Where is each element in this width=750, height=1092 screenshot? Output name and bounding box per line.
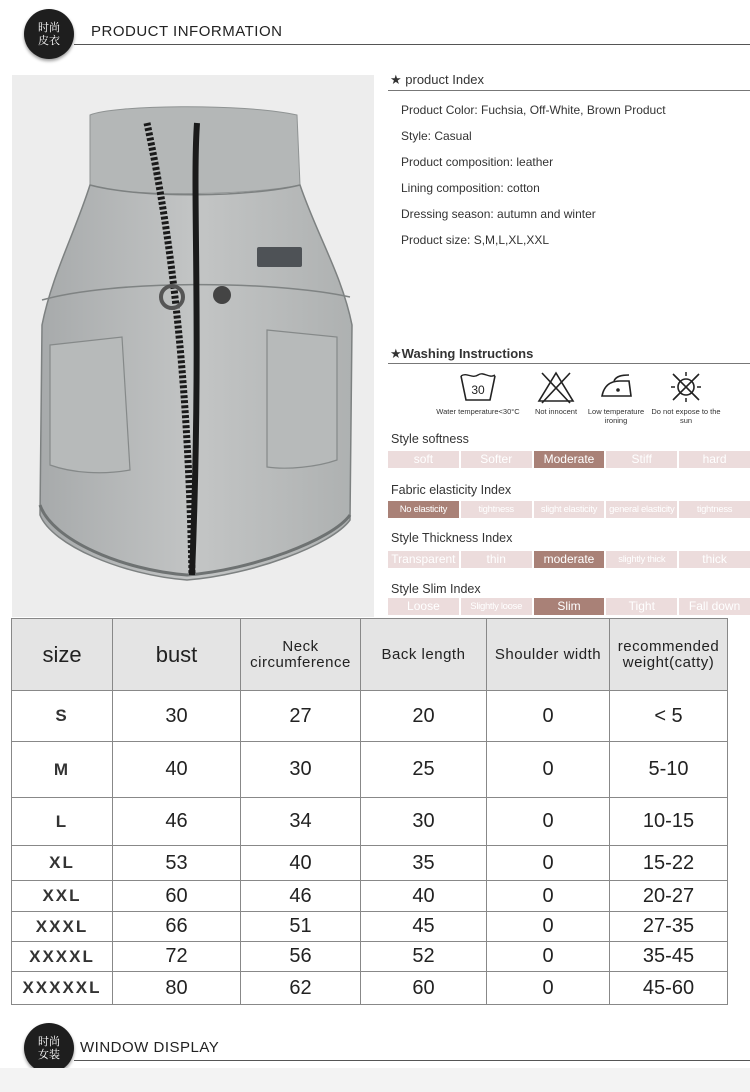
slim-option: Fall down [679, 598, 750, 615]
brand-badge-text: 时尚皮衣 [38, 21, 60, 47]
table-row [12, 846, 728, 881]
cell-size: XXXXXL [12, 972, 113, 1005]
cell-shoulder: 0 [487, 798, 610, 846]
cell-shoulder: 0 [487, 691, 610, 742]
cell-weight: 27-35 [610, 912, 728, 942]
cell-weight: 35-45 [610, 942, 728, 972]
cell-size: XXXXL [12, 942, 113, 972]
brand-badge-text: 时尚女装 [38, 1035, 60, 1061]
elasticity-option-selected: No elasticity [388, 501, 459, 518]
low-iron-caption: Low temperature ironing [587, 407, 645, 425]
cell-neck: 46 [241, 881, 361, 912]
cell-back: 60 [361, 972, 487, 1005]
cell-size: XXXL [12, 912, 113, 942]
table-row [12, 972, 728, 1005]
cell-bust: 53 [113, 846, 241, 881]
cell-weight: 20-27 [610, 881, 728, 912]
washing-icons [428, 370, 728, 432]
cell-neck: 27 [241, 691, 361, 742]
softness-option: Softer [461, 451, 532, 468]
no-bleach-icon [536, 370, 576, 404]
cell-weight: 15-22 [610, 846, 728, 881]
product-information-header [0, 4, 750, 64]
thickness-option: Transparent [388, 551, 459, 568]
wash-temperature-number: 30 [471, 383, 485, 397]
cell-neck: 51 [241, 912, 361, 942]
table-header-row [12, 619, 728, 691]
softness-option: Stiff [606, 451, 677, 468]
fabric-elasticity-scale [388, 501, 750, 518]
header-back-length: Back length [361, 619, 487, 691]
slim-option: Tight [606, 598, 677, 615]
section-title: PRODUCT INFORMATION [91, 23, 283, 40]
fabric-elasticity-title: Fabric elasticity Index [391, 483, 512, 497]
washing-instructions-heading: ★Washing Instructions [390, 346, 534, 361]
cell-size: XXL [12, 881, 113, 912]
cell-weight: 10-15 [610, 798, 728, 846]
table-row [12, 691, 728, 742]
wash-30-icon [458, 370, 498, 404]
header-divider [74, 1060, 750, 1061]
cell-bust: 46 [113, 798, 241, 846]
header-divider [74, 44, 750, 45]
no-sun-icon [666, 370, 706, 404]
style-slim-scale [388, 598, 750, 615]
cell-shoulder: 0 [487, 942, 610, 972]
cell-neck: 56 [241, 942, 361, 972]
size-chart-table [11, 618, 728, 1005]
cell-weight: 5-10 [610, 742, 728, 798]
elasticity-option: slight elasticity [534, 501, 605, 518]
washing-divider [388, 363, 750, 364]
cell-back: 40 [361, 881, 487, 912]
style-thickness-title: Style Thickness Index [391, 531, 513, 545]
cell-back: 25 [361, 742, 487, 798]
product-style: Style: Casual [401, 129, 472, 143]
no-bleach-item [528, 370, 584, 416]
brand-badge [24, 9, 74, 59]
header-bust: bust [113, 619, 241, 691]
cell-bust: 80 [113, 972, 241, 1005]
cell-back: 20 [361, 691, 487, 742]
cell-bust: 30 [113, 691, 241, 742]
bottom-band [0, 1068, 750, 1092]
table-row [12, 798, 728, 846]
style-slim-title: Style Slim Index [391, 582, 481, 596]
cell-shoulder: 0 [487, 972, 610, 1005]
cell-bust: 66 [113, 912, 241, 942]
low-iron-item [583, 370, 649, 425]
cell-bust: 72 [113, 942, 241, 972]
table-row [12, 881, 728, 912]
slim-option: Slightly loose [461, 598, 532, 615]
table-row [12, 942, 728, 972]
low-iron-icon [596, 370, 636, 404]
header-weight: recommended weight(catty) [610, 619, 728, 691]
elasticity-option: tightness [461, 501, 532, 518]
style-softness-title: Style softness [391, 432, 469, 446]
slim-option: Loose [388, 598, 459, 615]
pet-jacket-illustration [12, 75, 374, 617]
brand-badge [24, 1023, 74, 1073]
header-neck: Neck circumference [241, 619, 361, 691]
product-composition: Product composition: leather [401, 155, 554, 169]
cell-size: S [12, 691, 113, 742]
cell-size: M [12, 742, 113, 798]
cell-weight: < 5 [610, 691, 728, 742]
cell-shoulder: 0 [487, 881, 610, 912]
cell-back: 45 [361, 912, 487, 942]
cell-shoulder: 0 [487, 912, 610, 942]
cell-neck: 30 [241, 742, 361, 798]
no-sun-caption: Do not expose to the sun [651, 407, 721, 425]
header-shoulder: Shoulder width [487, 619, 610, 691]
product-index-heading: ★ product Index [390, 72, 485, 87]
cell-shoulder: 0 [487, 846, 610, 881]
no-sun-item [650, 370, 722, 425]
style-softness-scale [388, 451, 750, 468]
product-color: Product Color: Fuchsia, Off-White, Brown Product [401, 103, 666, 117]
header-size: size [12, 619, 113, 691]
cell-neck: 40 [241, 846, 361, 881]
slim-option-selected: Slim [534, 598, 605, 615]
thickness-option-selected: moderate [534, 551, 605, 568]
table-row [12, 742, 728, 798]
product-photo [12, 75, 374, 617]
wash-30-caption: Water temperature<30°C [436, 407, 520, 416]
lining-composition: Lining composition: cotton [401, 181, 540, 195]
cell-neck: 34 [241, 798, 361, 846]
product-size: Product size: S,M,L,XL,XXL [401, 233, 550, 247]
cell-back: 30 [361, 798, 487, 846]
product-index-divider [388, 90, 750, 91]
cell-size: L [12, 798, 113, 846]
style-thickness-scale [388, 551, 750, 568]
dressing-season: Dressing season: autumn and winter [401, 207, 596, 221]
thickness-option: thin [461, 551, 532, 568]
elasticity-option: general elasticity [606, 501, 677, 518]
softness-option: soft [388, 451, 459, 468]
cell-shoulder: 0 [487, 742, 610, 798]
cell-back: 52 [361, 942, 487, 972]
thickness-option: thick [679, 551, 750, 568]
product-index-list [401, 103, 746, 259]
cell-back: 35 [361, 846, 487, 881]
cell-bust: 40 [113, 742, 241, 798]
no-bleach-caption: Not innocent [534, 407, 578, 416]
table-row [12, 912, 728, 942]
thickness-option: slightly thick [606, 551, 677, 568]
cell-weight: 45-60 [610, 972, 728, 1005]
softness-option: hard [679, 451, 750, 468]
wash-30-item [428, 370, 528, 416]
cell-neck: 62 [241, 972, 361, 1005]
softness-option-selected: Moderate [534, 451, 605, 468]
cell-size: XL [12, 846, 113, 881]
cell-bust: 60 [113, 881, 241, 912]
elasticity-option: tightness [679, 501, 750, 518]
section-title: WINDOW DISPLAY [80, 1039, 220, 1056]
